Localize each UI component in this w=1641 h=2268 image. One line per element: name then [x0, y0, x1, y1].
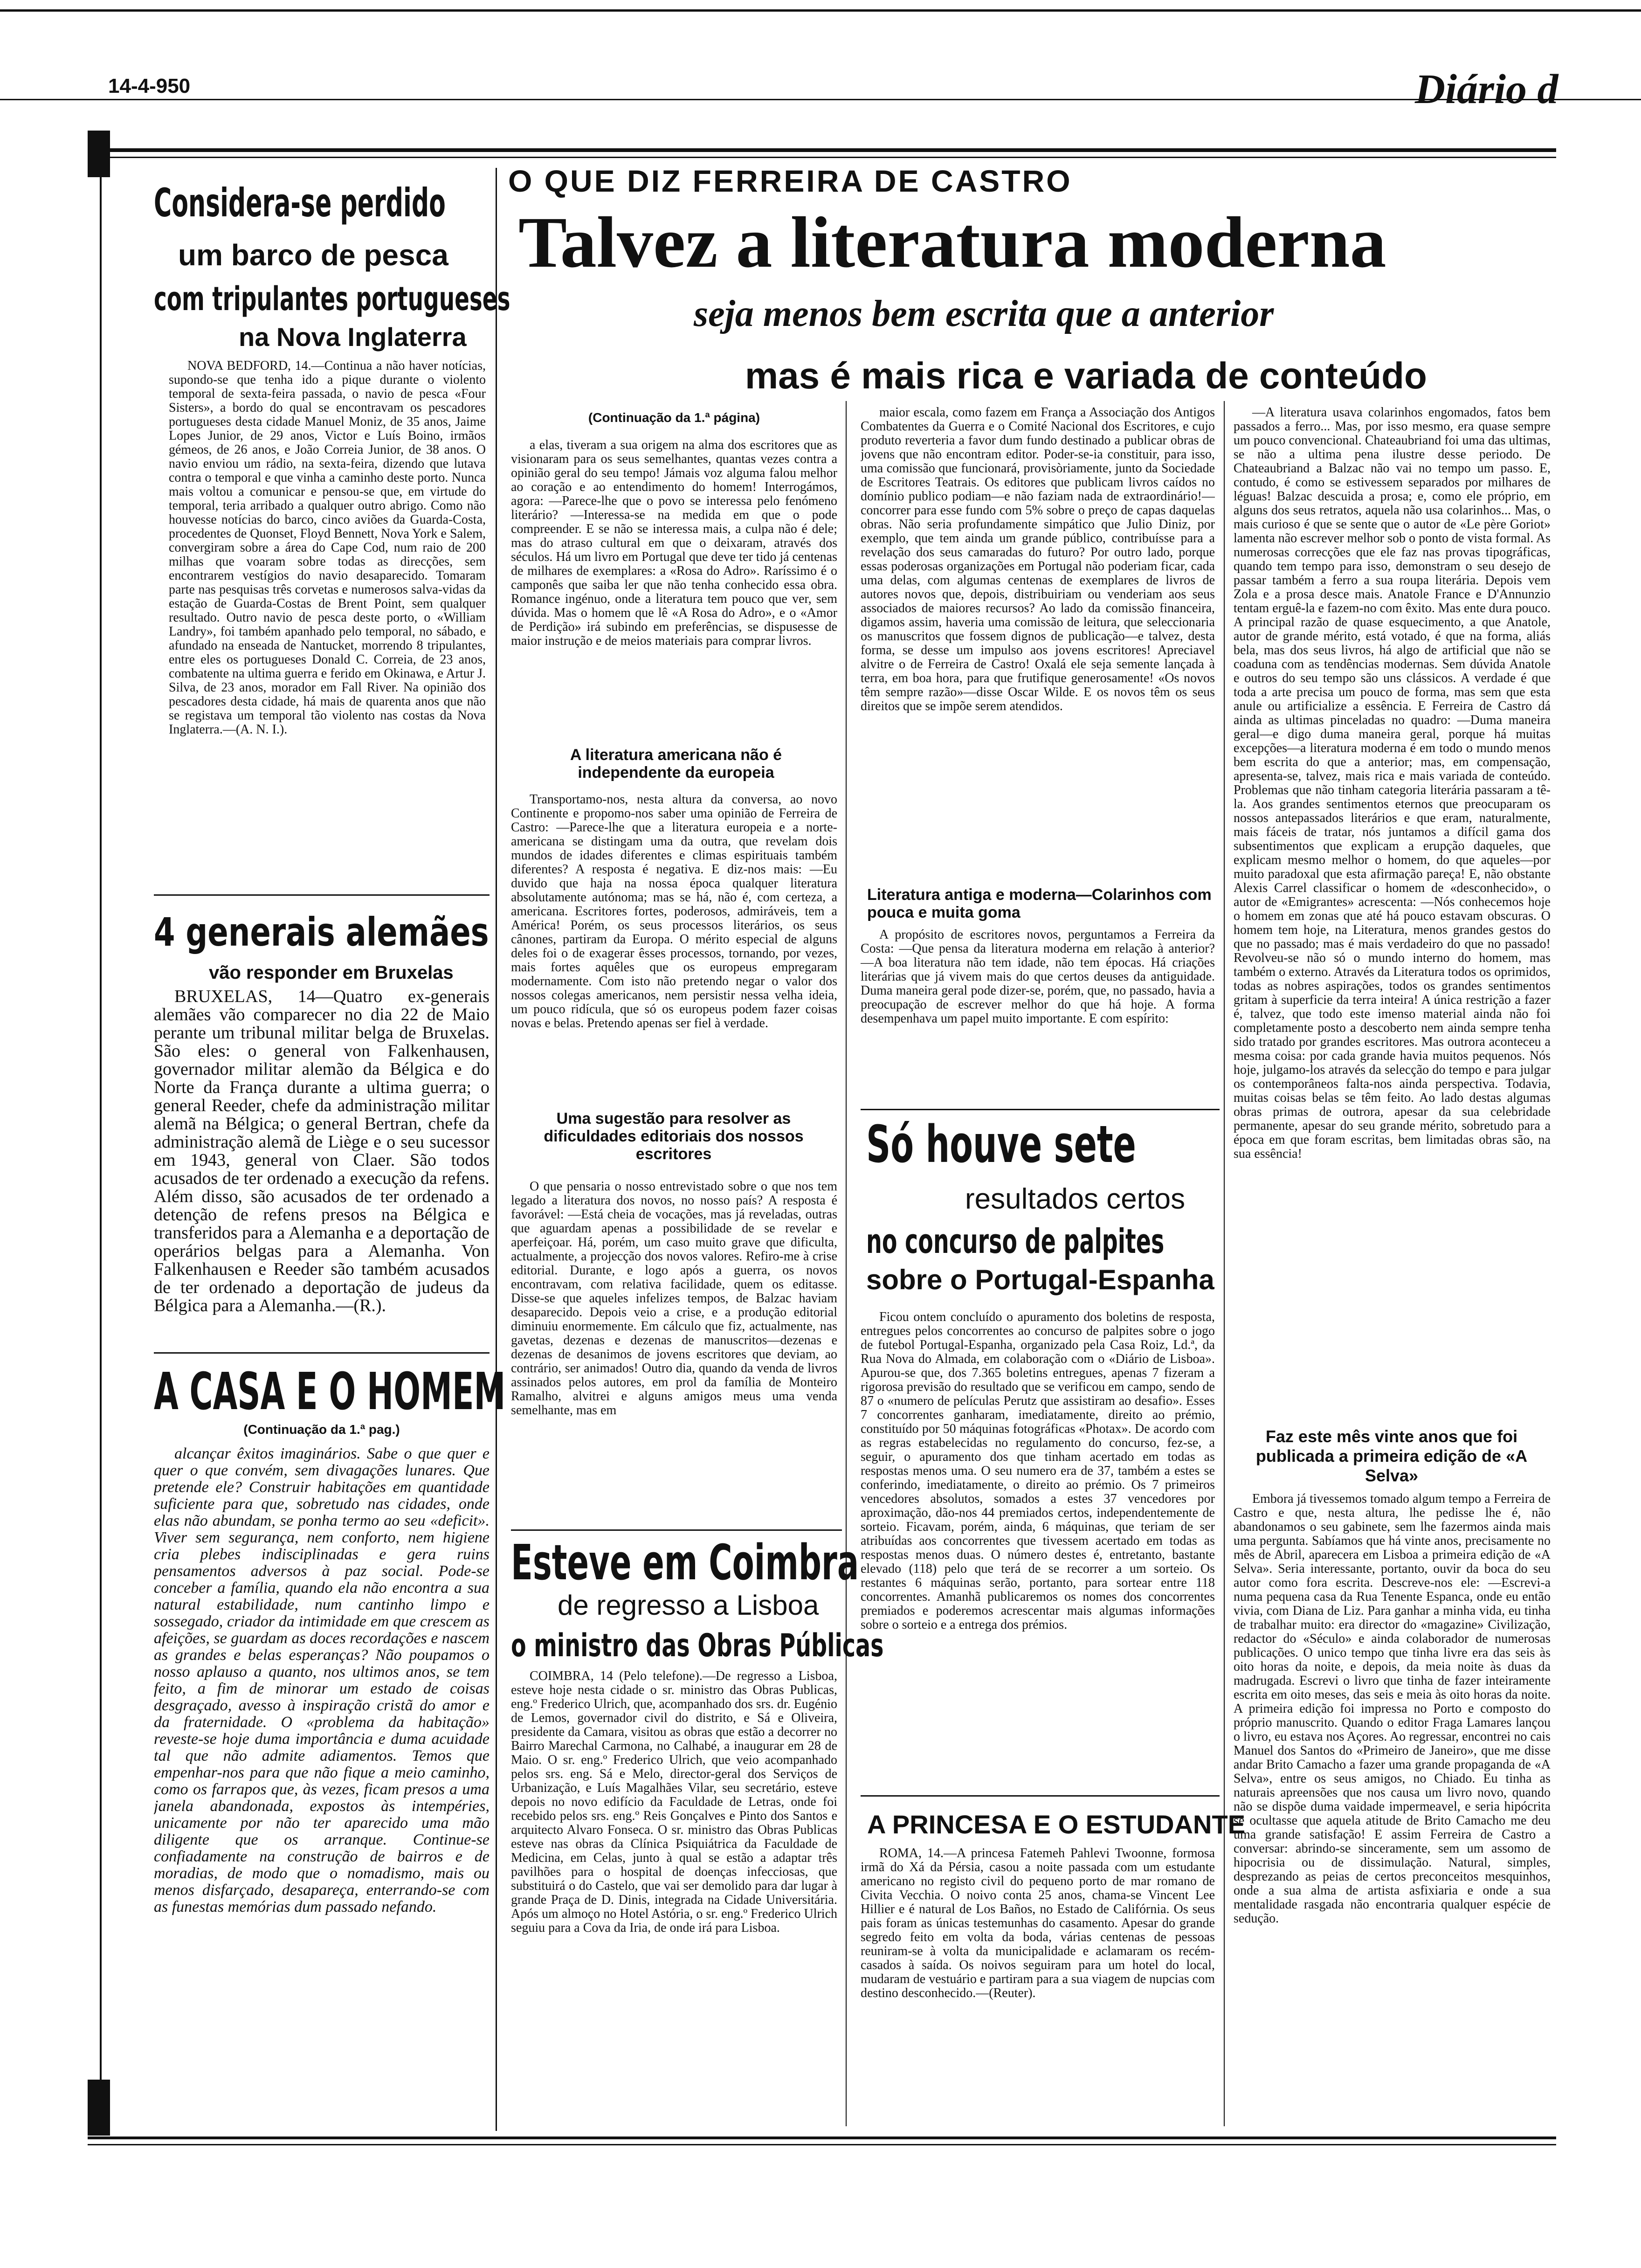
main-col2-text: maior escala, como fazem em França a Associação dos Antigos Combatentes da Guerra e o Comité Nacional dos Escritores, e cujo produto reverteria a favor dum fundo destinado a publicar obras de jovens que não encontram editor. Poder-se-ia constituir, para isso, uma comissão que funcionará, provisòriamente, junto da Sociedade de Escritores Teatrais. Os editores que publicam livros caídos no domínio publico podiam—e não faziam nada de extraordinário!—concorrer para esse fundo com 5% sobre o preço de capas daquelas obras. Não seria profundamente simpático que Julio Diniz, por exemplo, que tem ainda um grande público, contribuísse para a revelação dos seus camaradas do futuro? Por outro lado, porque essas poderosas organizações em Portugal não poderiam ficar, cada uma delas, com algumas centenas de exemplares de livros de autores novos que, depois, distribuiriam ou venderiam aos seus associados de maiores recursos? Ao lado da comissão financeira, digamos assim, haveria uma comissão de leitura, que seleccionaria os manuscritos que fossem dignos de publicação—e talvez, desta forma, se desse um impulso aos jovens escritores! Apreciavel alvitre o de Ferreira de Castro! Oxalá ele seja semente lançada à terra, em boa hora, para que frutifique generosamente! «Os novos têm sempre razão»—disse Oscar Wilde. E os novos têm os seus direitos que se impõe serem atendidos.: [861, 406, 1215, 713]
main-col2-text-b: A propósito de escritores novos, perguntamos a Ferreira da Costa: —Que pensa da literatura moderna em relação à anterior? —A boa literatura não tem idade, não tem épocas. Há criações literárias que já vivem mais do que certos deuses da antiguidade. Duma maneira geral pode dizer-se, porém, que, no passado, havia a preocupação de escrever melhor do que há hoje. A forma desempenhava um papel muito importante. E com espírito:: [861, 928, 1215, 1026]
main-col1-text-c: O que pensaria o nosso entrevistado sobre o que nos tem legado a literatura dos novos, no nosso país? A resposta é favorável: —Está cheia de vocações, mas já reveladas, outras que aguardam apenas a possibilidade de se revelar e aperfeiçoar. Há, porém, um caso muito grave que dificulta, actualmente, a projecção dos novos valores. Refiro-me à crise editorial. Durante, e logo após a guerra, os novos encontravam, com relativa facilidade, quem os editasse. Disse-se que aqueles infelizes tempos, de Balzac haviam desaparecido. Depois veio a crise, e a produção editorial diminuiu enormemente. Em cálculo que fiz, actualmente, nas gavetas, dezenas e dezenas de manuscritos—dezenas e dezenas de desanimos de jovens escritores que deviam, ao contrário, ser animados! Outro dia, quando da venda de livros assinados pelos autores, em prol da família de Monteiro Ramalho, alvitrei e alguns amigos meus uma venda semelhante, mas em: [511, 1180, 837, 1418]
column-divider-3: [1224, 401, 1225, 2126]
article-house-title: A CASA E O HOMEM: [154, 1362, 506, 1421]
article-fishing-headline-3: com tripulantes portugueses: [154, 280, 510, 318]
header-rule-2: [88, 157, 1556, 158]
article-princess-title: A PRINCESA E O ESTUDANTE: [867, 1810, 1246, 1839]
main-headline: Talvez a literatura moderna: [518, 202, 1386, 283]
column-divider-1: [496, 168, 497, 2131]
article-coimbra-headline-3: o ministro das Obras Públicas: [511, 1627, 884, 1664]
article-princess-body: [861, 1846, 1215, 2089]
article-contest-title: Só houve sete: [866, 1114, 1136, 1174]
main-col2-body-b: [861, 928, 1215, 1100]
main-col1-subhead-1: A literatura americana não é independente da europeia: [570, 746, 782, 781]
article-fishing-text: NOVA BEDFORD, 14.—Continua a não haver notícias, supondo-se que tenha ido a pique durante o violento temporal de sexta-feira passada, o navio de pesca «Four Sisters», a bordo do qual se encontravam os pescadores portugueses desta cidade Manuel Moniz, de 35 anos, Jaime Lopes Junior, de 29 anos, Victor e Luís Boino, irmãos gémeos, de 26 anos, e João Correia Junior, de 38 anos. O navio enviou um rádio, na sexta-feira, dizendo que lutava contra o temporal e que vinha a caminho deste porto. Nunca mais voltou a comunicar e pensou-se que, em virtude do temporal, teria arribado a qualquer outro abrigo. Como não houvesse notícias do barco, cinco aviões da Guarda-Costa, procedentes de Quonset, Floyd Bennett, Nova York e Salem, convergiram sobre a área do Cape Cod, num raio de 200 milhas que voaram sobre todas as direcções, sem encontrarem vestígios do navio desaparecido. Tomaram parte nas pesquisas três corvetas e numerosos salva-vidas da estação de Guarda-Costas de Brent Point, sem qualquer resultado. Outro navio de pesca deste porto, o «William Landry», foi também apanhado pelo temporal, no sábado, e afundado na enseada de Nantucket, morrendo 8 tripulantes, entre eles os portugueses Donald C. Correia, de 23 anos, combatente na ultima guerra e ferido em Okinawa, e Artur J. Silva, de 23 anos, morador em Fall River. Na opinião dos pescadores desta cidade, há mais de quarenta anos que não se registava um temporal tão violento nas costas da Nova Inglaterra.—(A. N. I.).: [169, 359, 486, 737]
top-border-rule: [0, 9, 1641, 12]
bottom-rule-2: [88, 2144, 1556, 2145]
article-house-continued: (Continuação da 1.ª pag.): [243, 1422, 400, 1437]
main-col3-body-b: [1234, 1492, 1551, 2089]
page-date: 14-4-950: [108, 75, 191, 97]
left-vertical-line: [100, 177, 102, 2089]
header-rule-1: [88, 148, 1556, 152]
left-vertical-bar-bottom: [88, 2080, 110, 2136]
column-divider-2: [846, 401, 847, 2126]
main-deck-1: seja menos bem escrita que a anterior: [694, 293, 1274, 334]
article-contest-headline-4: sobre o Portugal-Espanha: [866, 1264, 1214, 1295]
article-contest-subtitle: resultados certos: [965, 1183, 1186, 1215]
main-col1-body: [511, 438, 837, 741]
article-fishing-body: [169, 359, 486, 886]
divider-sete: [861, 1109, 1220, 1110]
main-col1-text-b: Transportamo-nos, nesta altura da conversa, ao novo Continente e propomo-nos saber uma opinião de Ferreira de Castro: —Parece-lhe que a literatura europeia e a norte-americana se distingam uma da outra, que revelam dois mundos de idades diferentes e climas espirituais também diferentes? A resposta é negativa. E diz-nos mais: —Eu duvido que haja na nossa época qualquer literatura absolutamente autónoma; mas se há, não é, com certeza, a americana. Escritores fortes, poderosos, admiráveis, tem a América! Porém, os seus processos literários, os seus cânones, partiram da Europa. O mérito especial de alguns deles foi o de exagerar êsses processos, tornando, por vezes, mais fortes aquêles que os europeus empregaram modernamente. Com isto não pretendo negar o valor dos nossos colegas americanos, nem persistir nessa velha ideia, um pouco ridícula, que só os europeus podem fazer coisas novas e belas. Pretendo apenas ser fiel à verdade.: [511, 793, 837, 1030]
article-contest-headline-3: no concurso de palpites: [866, 1222, 1165, 1261]
main-col1-subhead-2: Uma sugestão para resolver as dificuldades editoriais dos nossos escritores: [544, 1110, 804, 1163]
article-house-body: [154, 1445, 490, 2084]
article-coimbra-title: Esteve em Coimbra: [511, 1534, 859, 1591]
divider-fishing: [154, 894, 490, 896]
divider-generals: [154, 1352, 490, 1354]
article-fishing-headline-2: um barco de pesca: [178, 238, 448, 272]
main-continued: (Continuação da 1.ª página): [588, 410, 760, 425]
article-fishing-headline-1: Considera-se perdido: [154, 180, 446, 226]
main-col3-subhead: Faz este mês vinte anos que foi publicada a primeira edição de «A Selva»: [1255, 1427, 1528, 1485]
article-contest-text: Ficou ontem concluído o apuramento dos boletins de resposta, entregues pelos concorrentes ao concurso de palpites sobre o jogo de futebol Portugal-Espanha, organizado pela Casa Roiz, Ld.ª, da Rua Nova do Almada, em colaboração com o «Diário de Lisboa». Apurou-se que, dos 7.365 boletins entregues, apenas 7 fizeram a rigorosa previsão do resultado que se verificou em campo, sendo de 87 o «numero de películas Perutz que assistiram ao desafio». Esses 7 concorrentes ganharam, imediatamente, direito ao prémio, constituído por 50 máquinas fotográficas «Photax». De acordo com as regras estabelecidas no regulamento do concurso, fez-se, a seguir, o apuramento dos que tinham acertado em todas as respostas menos uma. O seu numero era de 37, também a estes se conferindo, imediatamente, o direito ao prémio. Os 7 primeiros vencedores absolutos, somados a estes 37 vencedores por aproximação, dão-nos 44 premiados certos, independentemente de sorteio. Ficavam, porém, ainda, 6 máquinas, que teriam de ser atribuídas aos concorrentes que tivessem acertado em todas as respostas menos duas. O número destes é, entretanto, bastante elevado (118) pelo que terá de se recorrer a um sorteio. Os restantes 6 máquinas serão, portanto, para sortear entre 118 concorrentes. Amanhã publicaremos os nomes dos concorrentes premiados e poderemos acrescentar mais algumas informações sobre o sorteio e a entrega dos prémios.: [861, 1310, 1215, 1632]
main-col3-text: —A literatura usava colarinhos engomados, fatos bem passados a ferro... Mas, por isso mesmo, era quase sempre um pouco convencional. Chateaubriand foi uma das ultimas, se não a ultima pena ilustre desse periodo. De Chateaubriand a Balzac não vai no tempo um passo. E, contudo, é como se estivessem separados por milhares de léguas! Balzac descuida a prosa; e, como ele próprio, em alguns dos seus retratos, aquela não usa colarinhos... Mas, o mais curioso é que se sente que o autor de «Le père Goriot» lamenta não escrever melhor sob o ponto de vista formal. As numerosas correcções que ele faz nas provas tipográficas, quando tem tempo para isso, demonstram o seu desejo de passar também a ferro a sua roupa literária. Depois vem Zola e a prosa desce mais. Anatole France e D'Annunzio tentam erguê-la e fazem-no com êxito. Mas ente dura pouco. A principal razão de quase esquecimento, a que Anatole, autor de grande mérito, está votado, é que na forma, aliás bela, mas dos seus livros, há algo de artificial que não se coaduna com as tendências modernas. Sem dúvida Anatole e outros do seu tempo são uns clássicos. A verdade é que toda a arte precisa um pouco de forma, mas sem que esta anule ou artificialize a essência. E Ferreira de Castro dá ainda as ultimas pinceladas no quadro: —Duma maneira geral—e digo duma maneira geral, porque há muitas excepções—a literatura moderna é em todo o mundo menos bem escrita do que a anterior; mas, em compensação, apresenta-se, talvez, mais rica e mais variada de conteúdo. Problemas que não tinham categoria literária passaram a tê-la. Aos grandes sentimentos eternos que preocuparam os nossos antepassados literários e que eram, naturalmente, mais fáceis de tratar, nós juntamos a difícil gama dos subsentimentos que explicam a erupção daqueles, que explicam mesmo melhor o homem, do que aqueles—por muito paradoxal que esta afirmação pareça! E, não obstante Alexis Carrel classificar o homem de «desconhecido», o autor de «Emigrantes» acrescenta: —Nós conhecemos hoje o homem em zonas que até há pouco estavam obscuras. O homem tem hoje, na Literatura, menos grandes gestos do que no passado; mas é mais verdadeiro do que no passado! Revolveu-se não só o mundo interno do homem, mas também o externo. Através da Literatura todos os oprimidos, todas as nobres aspirações, todos os grandes sentimentos gritam à superficie da terra inteira! A única restrição a fazer é, talvez, que todo este imenso material ainda não foi completamente posto a descoberto nem ainda sempre tenha sido tratado por grandes escritores. Mas outrora aconteceu a mesma coisa: por cada grande havia muitos pequenos. Nós hoje, julgamo-los através da selecção do tempo e para julgar os contemporâneos falta-nos ainda perspectiva. Todavia, muitas coisas belas se têm feito. Ao lado destas algumas obras primas de outrora, apesar da sua celebridade permanente, apesar do seu grande mérito, sobretudo para a época em que foram escritas, bem limitadas obras são, na sua essência!: [1234, 406, 1551, 1161]
article-generals-title: 4 generais alemães: [154, 909, 489, 955]
main-deck-2: mas é mais rica e variada de conteúdo: [745, 355, 1427, 396]
article-coimbra-text: COIMBRA, 14 (Pelo telefone).—De regresso a Lisboa, esteve hoje nesta cidade o sr. ministro das Obras Publicas, eng.º Frederico Ulrich, que, acompanhado dos srs. dr. Eugénio de Lemos, governador civil do distrito, e Sá e Oliveira, presidente da Camara, visitou as obras que estão a decorrer no Bairro Marechal Carmona, no Calhabé, a inaugurar em 28 de Maio. O sr. eng.º Frederico Ulrich, que veio acompanhado pelos srs. eng. Sá e Melo, director-geral dos Serviços de Urbanização, e Luís Magalhães Vilar, seu secretário, esteve depois no novo edifício da Faculdade de Letras, onde foi recebido pelos srs. eng.º Reis Gonçalves e Pinto dos Santos e arquitecto Alvaro Fonseca. O sr. ministro das Obras Publicas esteve nas obras da Clínica Psiquiátrica da Faculdade de Medicina, em Celas, junto à qual se estão a adaptar três pavilhões para o hospital de doenças infecciosas, que substituirá o do Castelo, que vai ser demolido para dar lugar à grande Praça de D. Dinis, integrada na Cidade Universitária. Após um almoço no Hotel Astória, o sr. eng.º Frederico Ulrich seguiu para a Cova da Iria, de onde irá para Lisboa.: [511, 1669, 837, 1935]
article-generals-body: [154, 988, 490, 1351]
main-col2-subhead: Literatura antiga e moderna—Colarinhos com pouca e muita goma: [867, 886, 1212, 921]
article-generals-text: BRUXELAS, 14—Quatro ex-generais alemães vão comparecer no dia 22 de Maio perante um tribunal militar belga de Bruxelas. São eles: o general von Falkenhausen, governador militar alemão da Bélgica e do Norte da França durante a ultima guerra; o general Reeder, chefe da administração militar alemã na Bélgica; o general Bertran, chefe da administração alemã de Liège e o seu sucessor em 1943, general von Claer. São todos acusados de ter ordenado a execução da refens. Além disso, são acusados de ter ordenado a detenção de refens presos na Bélgica e transferidos para a Alemanha e a deportação de operários belgas para a Alemanha. Von Falkenhausen e Reeder são também acusados de ter ordenado a deportação de judeus da Bélgica para a Alemanha.—(R.).: [154, 988, 490, 1315]
main-col3-body: [1234, 406, 1551, 1418]
top-thin-rule: [0, 99, 1641, 100]
bottom-rule-1: [88, 2137, 1556, 2139]
article-coimbra-body: [511, 1669, 837, 2080]
article-fishing-headline-4: na Nova Inglaterra: [239, 322, 467, 352]
article-house-text: alcançar êxitos imaginários. Sabe o que quer e quer o que convém, sem divagações lunares. Que pretende ele? Construir habitações em quantidade suficiente para que, sobretudo nas cidades, onde elas não abundam, se ponha termo ao seu «deficit». Viver sem segurança, nem conforto, nem higiene cria plebes indisciplinadas e gera ruins pensamentos adversos à paz social. Pode-se conceber a família, quando ela não encontra a sua natural estabilidade, num cantinho limpo e sossegado, criador da intimidade em que crescem as afeições, se guardam as doces recordações e nascem as grandes e belas esperanças? Não poupamos o nosso aplauso a quanto, nos ultimos anos, se tem feito, a fim de minorar um estado de coisas desgraçado, avesso à inspiração cristã do amor e da fraternidade. O «problema da habitação» reveste-se hoje duma importância e duma acuidade tal que não admite adiamentos. Temos que empenhar-nos para que não fique a meio caminho, como os farrapos que, às vezes, ficam presos a uma janela abandonada, expostos às intempéries, unicamente por não ter aparecido uma mão diligente que os arranque. Continue-se confiadamente na construção de bairros e de moradias, de modo que o nomadismo, mais ou menos disfarçado, desapareça, enterrando-se com as funestas memórias dum passado nefando.: [154, 1445, 490, 1915]
masthead: Diário d: [1415, 66, 1558, 112]
left-vertical-bar-top: [88, 131, 110, 177]
article-coimbra-subtitle: de regresso a Lisboa: [558, 1590, 819, 1621]
divider-center: [511, 1529, 842, 1531]
article-princess-text: ROMA, 14.—A princesa Fatemeh Pahlevi Twoonne, formosa irmã do Xá da Pérsia, casou a noite passada com um estudante americano no registo civil do pequeno porto de mar romano de Civita Vecchia. O noivo conta 25 anos, chama-se Vincent Lee Hillier e é natural de Los Baños, no Estado de Califórnia. Os seus pais foram as únicas testemunhas do casamento. Apesar do grande segredo feito em volta da boda, várias centenas de pessoas reuniram-se à volta da municipalidade e aclamaram os recém-casados à saída. Os noivos seguiram para um hotel do local, mudaram de vestuário e partiram para a sua viagem de nupcias com destino desconhecido.—(Reuter).: [861, 1846, 1215, 2000]
main-col1-text: a elas, tiveram a sua origem na alma dos escritores que as visionaram para os seus semelhantes, quantas vezes contra a opinião geral do seu tempo! Jámais voz alguma falou melhor ao coração e ao entendimento do homem! Interrogámos, agora: —Parece-lhe que o povo se interessa pelo fenómeno literário? —Interessa-se na medida em que o pode compreender. E se não se interessa mais, a culpa não é dele; mas do atraso cultural em que o deixaram, através dos séculos. Há um livro em Portugal que deve ter tido já centenas de milhares de exemplares: a «Rosa do Adro». Raríssimo é o camponês que saiba ler que não tenha conhecido essa obra. Romance ingénuo, onde a literatura tem pouco que ver, sem dúvida. Mas o homem que lê «A Rosa do Adro», e o «Amor de Perdição» irá subindo em preferências, se dispusesse de maior instrução e de meios materiais para comprar livros.: [511, 438, 837, 648]
main-col1-body-c: [511, 1180, 837, 1553]
main-col3-text-b: Embora já tivessemos tomado algum tempo a Ferreira de Castro e que, nesta altura, lhe pedisse lhe é, não abandonamos o seu gabinete, sem lhe fazermos ainda mais uma pergunta. Sabíamos que há vinte anos, precisamente no mês de Abril, aparecera em Lisboa a primeira edição de «A Selva». Seria interessante, portanto, ouvir da boca do seu autor como fora escrita. Descreve-nos ele: —Escrevi-a numa pequena casa da Rua Tenente Espanca, onde eu então vivia, com Diana de Liz. Para ganhar a minha vida, eu tinha de trabalhar muito: era director do «magazine» Civilização, redactor do «Século» e ainda colaborador de numerosas publicações. O unico tempo que tinha livre era das seis às oito horas da noite, e depois, da meia noite às duas da madrugada. Escrevi o livro que tinha de fazer inteiramente escrita em oito meses, das seis e meia às oito horas da noite. A primeira edição foi impressa no Porto e composto do próprio manuscrito. Quando o editor Fraga Lamares lançou o livro, eu estava nos Açores. Ao regressar, encontrei no cais Manuel dos Santos do «Primeiro de Janeiro», que me disse andar Brito Camacho a fazer uma grande propaganda de «A Selva», entre os seus amigos, no Chiado. Eu tinha as naturais apreensões que nos causa um livro novo, quando não se dispõe duma vaidade impermeavel, e seria hipócrita se ocultasse que aquela atitude de Brito Camacho me deu uma grande satisfação! E assim Ferreira de Castro a conversar: abrindo-se sinceramente, sem um assomo de hipocrisia ou de dissimulação. Natural, simples, desprezando as peias de certos preconceitos mesquinhos, onde a sua alma de artista asfixiaria e onde a sua mentalidade rasgada não encontraria qualquer espécie de sedução.: [1234, 1492, 1551, 1926]
article-generals-subtitle: vão responder em Bruxelas: [209, 962, 454, 983]
kicker-title: O QUE DIZ FERREIRA DE CASTRO: [508, 164, 1072, 198]
article-contest-body: [861, 1310, 1215, 1809]
divider-princess: [861, 1795, 1220, 1797]
main-col2-body: [861, 406, 1215, 886]
main-col1-body-b: [511, 793, 837, 1100]
